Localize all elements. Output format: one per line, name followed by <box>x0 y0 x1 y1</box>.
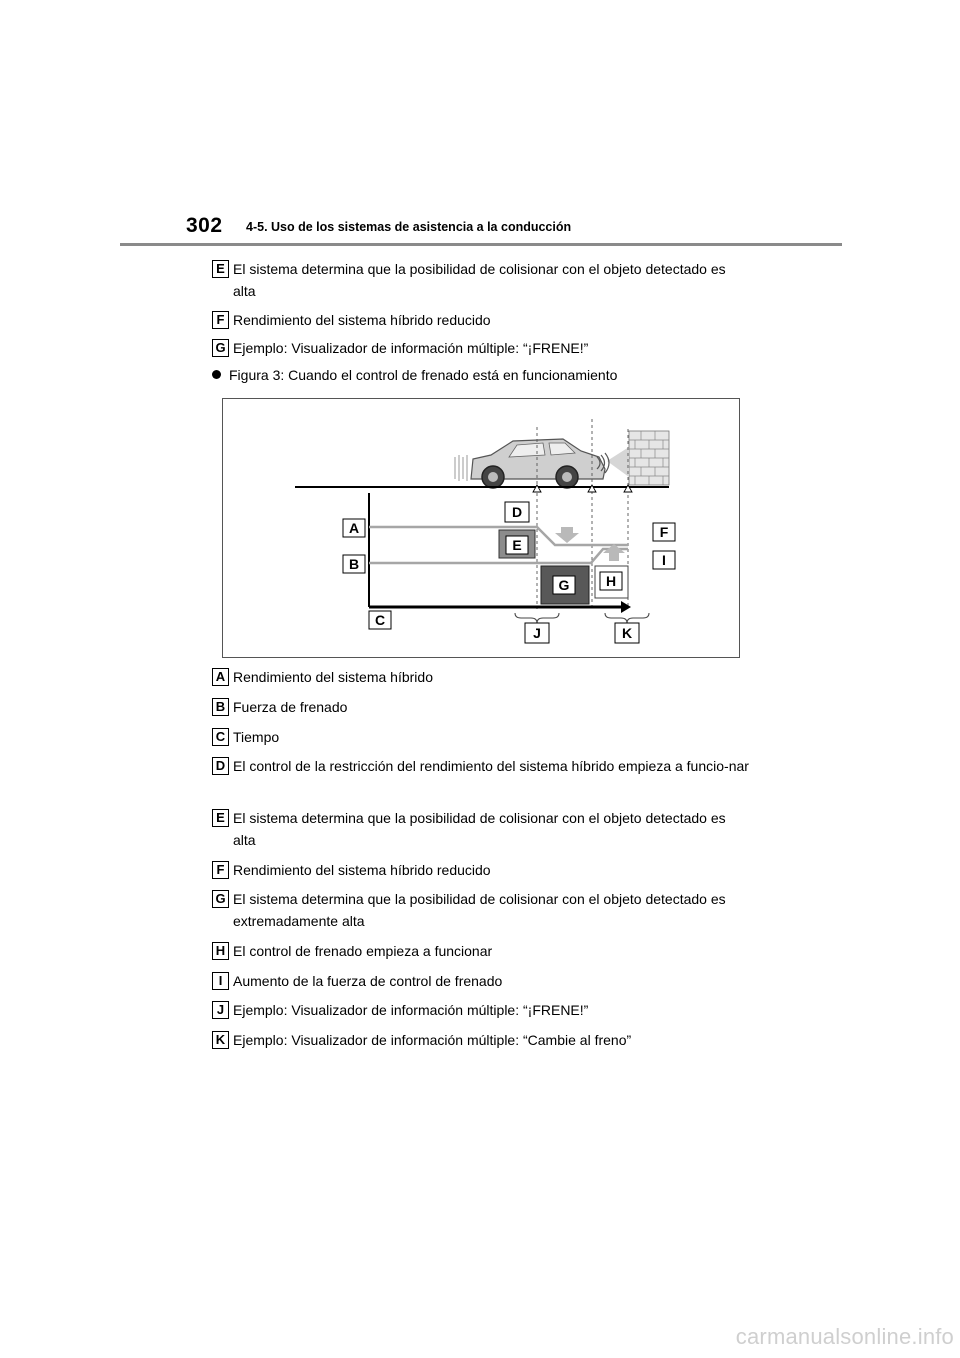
diagram-label-e: E <box>512 537 522 553</box>
badge-e: E <box>212 809 229 827</box>
badge-i: I <box>212 972 229 990</box>
item-text: Aumento de la fuerza de control de frenado <box>233 973 503 989</box>
item-text: Ejemplo: Visualizador de información múltiple: “Cambie al freno” <box>233 1032 632 1048</box>
diagram-label-h: H <box>605 573 617 589</box>
legend-item-f <box>212 859 752 881</box>
diagram-label-i: I <box>662 552 666 568</box>
item-text: El control de frenado empieza a funcionar <box>233 943 493 959</box>
badge-a: A <box>212 668 229 686</box>
diagram-svg <box>223 399 739 657</box>
figure-diagram <box>222 398 740 658</box>
diagram-label-d: D <box>511 504 523 520</box>
item-text: El sistema determina que la posibilidad de colisionar con el objeto detectado es extremadamente alta <box>233 891 726 929</box>
reduce-arrow <box>555 527 579 543</box>
item-text: Fuerza de frenado <box>233 699 348 715</box>
legend-item-c <box>212 726 752 748</box>
legend-item-e <box>212 807 752 851</box>
diagram-label-b: B <box>348 556 360 572</box>
increase-arrow <box>603 544 625 561</box>
badge-g: G <box>212 339 229 357</box>
badge-e: E <box>212 260 229 278</box>
figure-caption <box>212 364 617 386</box>
header-divider <box>120 243 842 246</box>
badge-f: F <box>212 861 229 879</box>
diagram-label-f: F <box>659 524 669 540</box>
badge-f: F <box>212 311 229 329</box>
item-text: Ejemplo: Visualizador de información múltiple: “¡FRENE!” <box>233 340 589 356</box>
diagram-label-k: K <box>621 625 633 641</box>
badge-k: K <box>212 1031 229 1049</box>
legend-item-i <box>212 970 752 992</box>
section-title: 4-5. Uso de los sistemas de asistencia a la conducción <box>246 220 572 234</box>
badge-b: B <box>212 698 229 716</box>
time-axis-arrow <box>621 601 631 613</box>
legend-item-d <box>212 755 752 777</box>
legend-item-k <box>212 1029 752 1051</box>
badge-d: D <box>212 757 229 775</box>
legend-item-j <box>212 999 752 1021</box>
bullet-icon <box>212 370 221 379</box>
legend-item-b <box>212 696 752 718</box>
badge-g: G <box>212 890 229 908</box>
item-text: El sistema determina que la posibilidad de colisionar con el objeto detectado es alta <box>233 810 726 848</box>
page-number: 302 <box>186 214 223 237</box>
diagram-label-j: J <box>533 625 541 641</box>
top-item-e <box>212 258 752 302</box>
item-text: El control de la restricción del rendimiento del sistema híbrido empieza a funcio-nar <box>233 758 749 774</box>
watermark: carmanualsonline.info <box>735 1324 954 1349</box>
item-text: Rendimiento del sistema híbrido <box>233 669 433 685</box>
sensor-beam <box>607 447 629 477</box>
badge-c: C <box>212 728 229 746</box>
car-illustration <box>455 439 609 488</box>
item-text: Rendimiento del sistema híbrido reducido <box>233 312 491 328</box>
badge-j: J <box>212 1001 229 1019</box>
top-item-f <box>212 309 752 331</box>
item-text: Ejemplo: Visualizador de información múltiple: “¡FRENE!” <box>233 1002 589 1018</box>
figure-caption-text: Figura 3: Cuando el control de frenado está en funcionamiento <box>229 367 618 383</box>
item-text: Tiempo <box>233 729 280 745</box>
item-text: El sistema determina que la posibilidad de colisionar con el objeto detectado es alta <box>233 261 726 299</box>
legend-item-h <box>212 940 752 962</box>
diagram-label-g: G <box>558 577 570 593</box>
legend-item-a <box>212 666 752 688</box>
badge-h: H <box>212 942 229 960</box>
diagram-label-a: A <box>348 520 360 536</box>
brick-wall <box>629 431 669 485</box>
item-text: Rendimiento del sistema híbrido reducido <box>233 862 491 878</box>
top-item-g <box>212 337 752 359</box>
diagram-label-c: C <box>374 612 386 628</box>
legend-item-g <box>212 888 752 932</box>
